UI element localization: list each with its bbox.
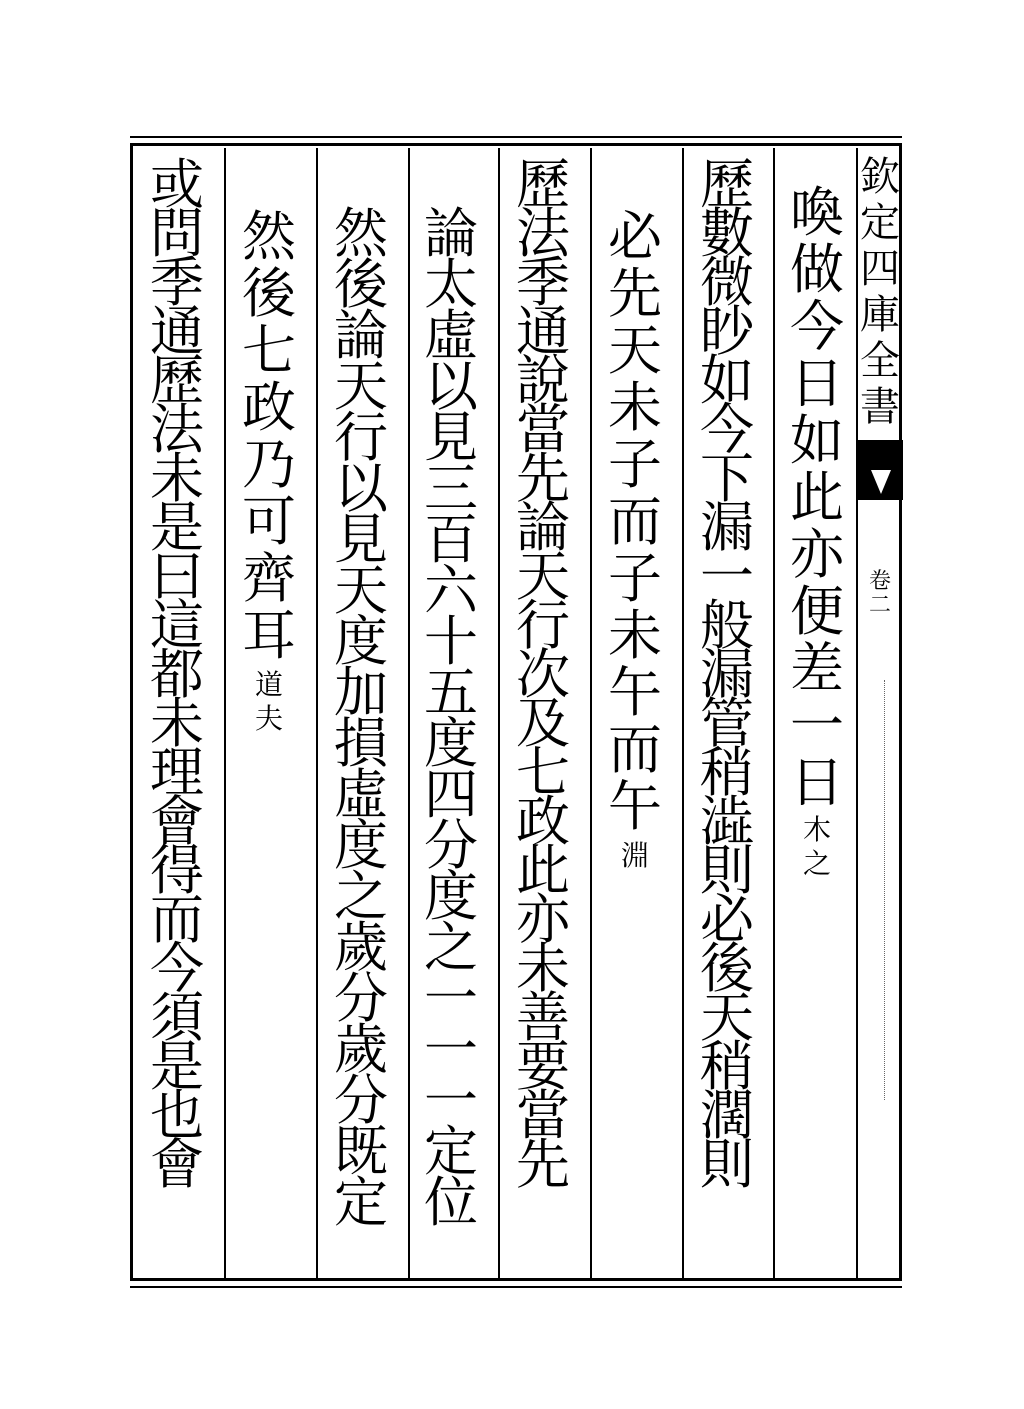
column-note-text: 木之 xyxy=(802,813,831,880)
column-main-text: 論太虛以見三百六十五度四分度之一一一定位 xyxy=(424,202,478,1234)
column-main-text: 或問季通歷法未是曰這都未理會得而今須是也會 xyxy=(150,153,204,1196)
column-separator xyxy=(590,148,592,1278)
column-main-text: 然後論天行以見天度加損虛度之歲分歲分既定 xyxy=(334,202,388,1234)
text-column-4 xyxy=(512,148,574,1278)
column-separator xyxy=(316,148,318,1278)
text-column-7 xyxy=(238,148,300,1278)
text-column-5 xyxy=(420,148,482,1278)
column-separator xyxy=(224,148,226,1278)
text-column-2 xyxy=(696,148,758,1278)
text-column-8 xyxy=(146,148,208,1278)
column-main-text: 必先天未子而子未午而午 xyxy=(608,205,662,838)
column-main-text: 歷數微眇如今下漏一般漏管稍澁則必後天稍濶則 xyxy=(700,153,754,1196)
fishtail-mark xyxy=(857,440,903,500)
column-note-text: 淵 xyxy=(620,839,649,872)
text-column-6 xyxy=(330,148,392,1278)
column-separator xyxy=(408,148,410,1278)
column-separator xyxy=(498,148,500,1278)
column-separator xyxy=(773,148,775,1278)
book-title: 欽定四庫全書 xyxy=(860,154,900,430)
column-separator xyxy=(682,148,684,1278)
top-rule xyxy=(130,136,902,138)
margin-ticks xyxy=(884,680,897,1100)
column-note-text: 道夫 xyxy=(254,668,283,735)
column-main-text: 喚做今日如此亦便差一日 xyxy=(790,181,844,814)
column-main-text: 然後七政乃可齊耳 xyxy=(242,205,296,667)
column-main-text: 歷法季通說當先論天行次及七政此亦未善要當先 xyxy=(516,153,570,1196)
text-column-3 xyxy=(604,148,666,1278)
volume-label: 卷二 xyxy=(868,569,891,618)
bottom-rule xyxy=(130,1286,902,1288)
text-column-1 xyxy=(786,148,848,1278)
